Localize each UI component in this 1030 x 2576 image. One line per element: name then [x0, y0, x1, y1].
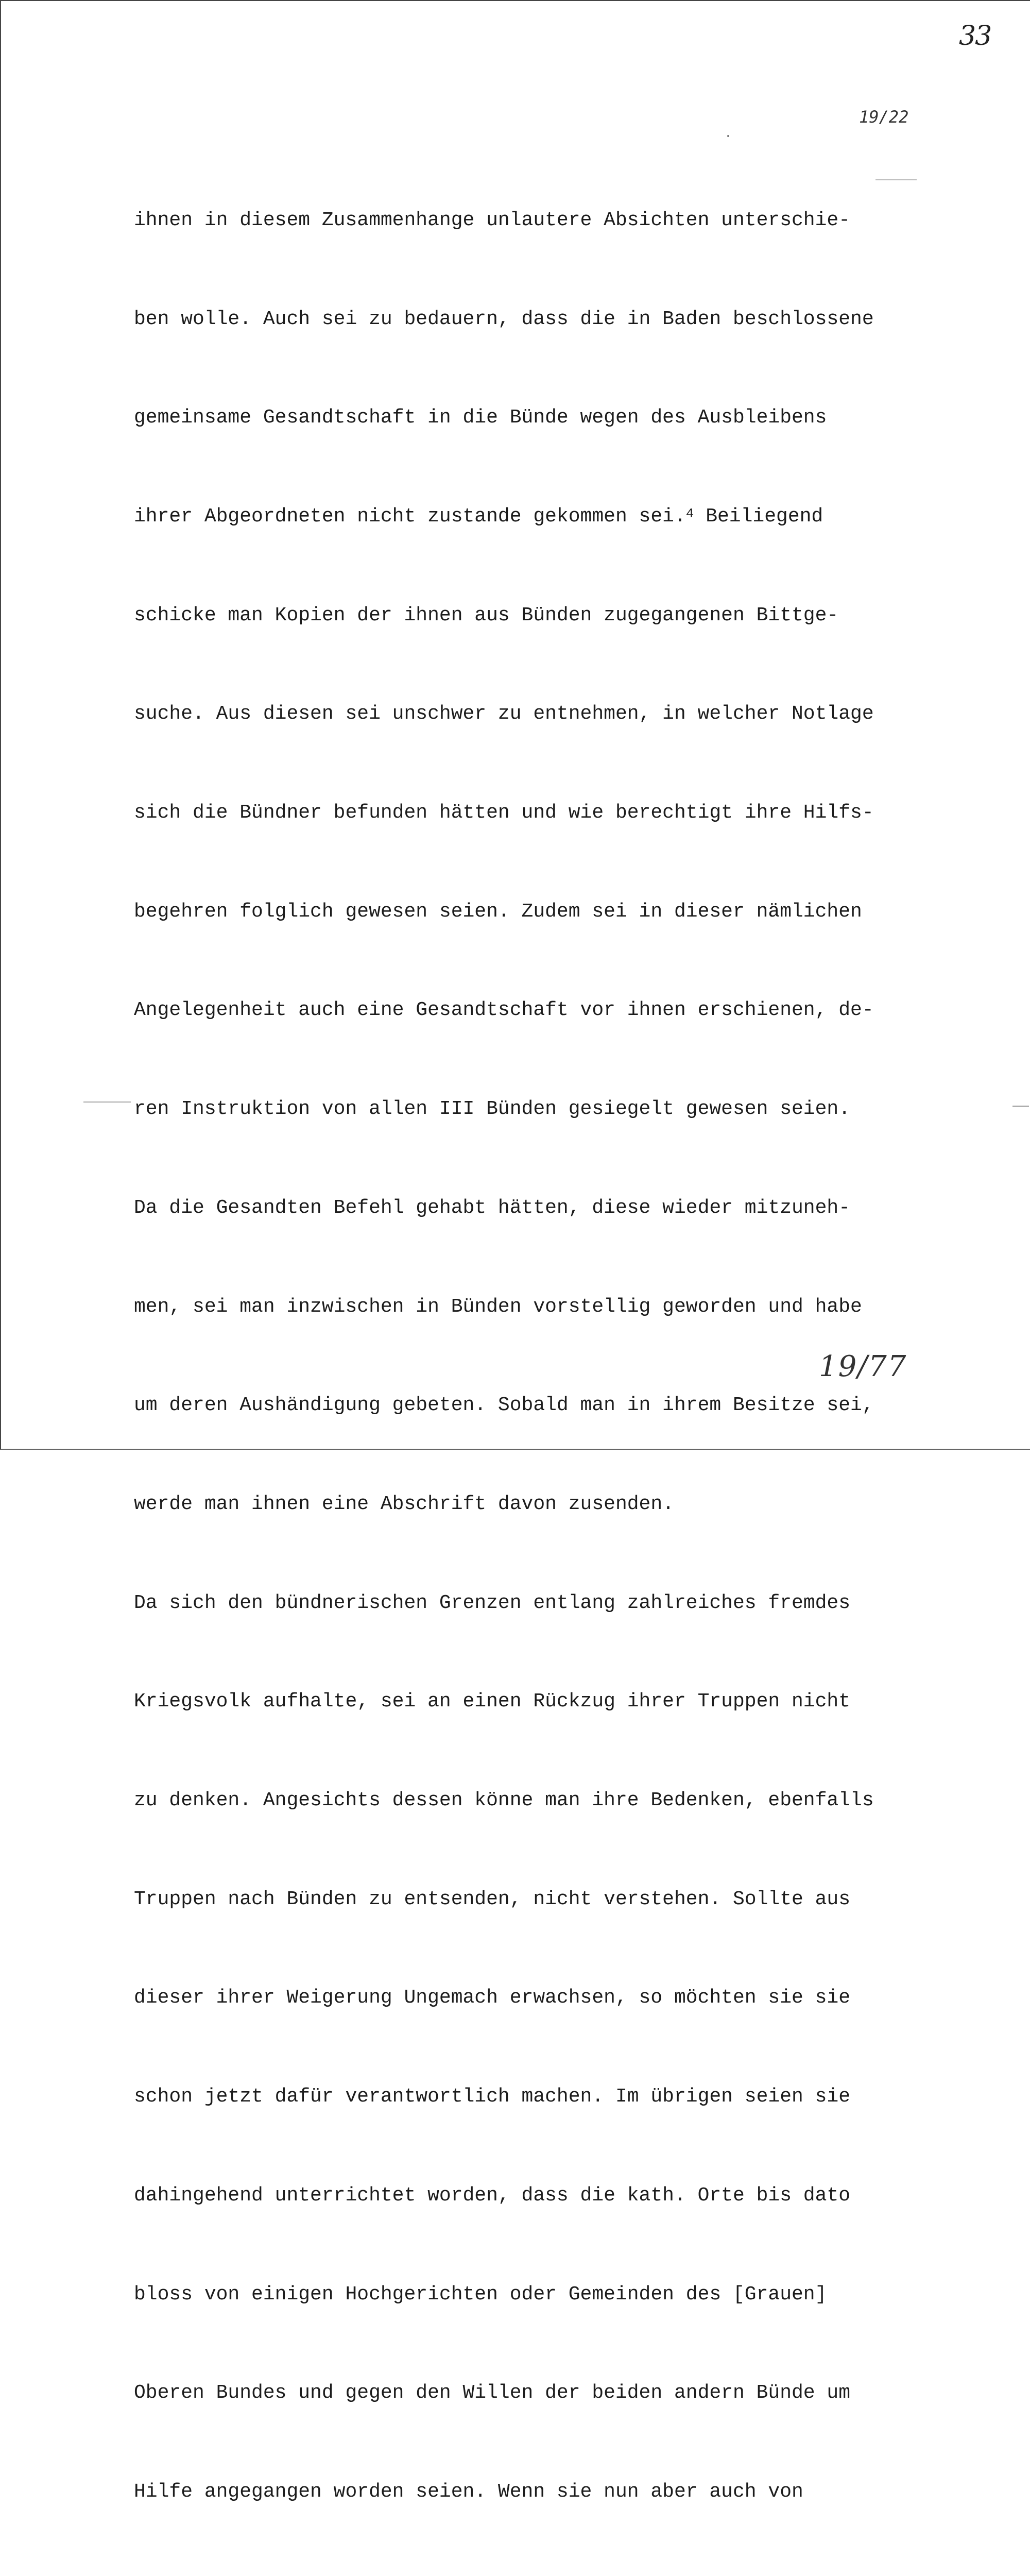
text-line: ben wolle. Auch sei zu bedauern, dass die in Baden beschlossene [134, 308, 874, 330]
text-line: ihnen in diesem Zusammenhange unlautere Absichten unterschie- [134, 209, 851, 231]
text-line: Truppen nach Bünden zu entsenden, nicht verstehen. Sollte aus [134, 1888, 851, 1910]
handwritten-archive-mark: 19/77 [819, 1350, 907, 1383]
text-line [134, 500, 874, 533]
text-line: sich die Bündner befunden hätten und wie berechtigt ihre Hilfs- [134, 802, 874, 824]
text-line: schon jetzt dafür verantwortlich machen. Im übrigen seien sie [134, 2086, 851, 2108]
text-line: werde man ihnen eine Abschrift davon zusenden. [134, 1493, 674, 1515]
text-line: um deren Aushändigung gebeten. Sobald man in ihrem Besitze sei, [134, 1394, 874, 1417]
text-line: Da sich den bündnerischen Grenzen entlang zahlreiches fremdes [134, 1591, 851, 1614]
scan-speck [727, 135, 729, 137]
footnote-reference: 4 [685, 505, 694, 521]
margin-mark-right [1012, 1106, 1029, 1107]
text-line: schicke man Kopien der ihnen aus Bünden zugegangenen Bittge- [134, 604, 839, 626]
text-line: zu denken. Angesichts dessen könne man ihre Bedenken, ebenfalls [134, 1789, 874, 1812]
text-segment: ihrer Abgeordneten nicht zustande gekommen sei. [134, 505, 686, 528]
text-line: Angelegenheit auch eine Gesandtschaft vor ihnen erschienen, de- [134, 999, 874, 1022]
text-line: begehren folglich gewesen seien. Zudem sei in dieser nämlichen [134, 900, 862, 923]
text-line [134, 2574, 874, 2576]
handwritten-folio-number: 33 [959, 21, 991, 52]
text-line: Kriegsvolk aufhalte, sei an einen Rückzug ihrer Truppen nicht [134, 1690, 851, 1713]
text-line: ren Instruktion von allen III Bünden gesiegelt gewesen seien. [134, 1098, 851, 1121]
text-segment: Beiliegend [706, 505, 823, 528]
text-line: dieser ihrer Weigerung Ungemach erwachsen, so möchten sie sie [134, 1987, 851, 2009]
text-line: Hilfe angegangen worden seien. Wenn sie nun aber auch von [134, 2480, 803, 2503]
text-line: Oberen Bundes und gegen den Willen der beiden andern Bünde um [134, 2382, 851, 2404]
text-line: men, sei man inzwischen in Bünden vorstellig geworden und habe [134, 1295, 862, 1318]
scan-mark [876, 179, 917, 180]
text-line: dahingehend unterrichtet worden, dass die kath. Orte bis dato [134, 2184, 851, 2207]
text-line: gemeinsame Gesandtschaft in die Bünde wegen des Ausbleibens [134, 406, 827, 429]
margin-mark-left [83, 1101, 131, 1103]
text-line: Da die Gesandten Befehl gehabt hätten, diese wieder mitzuneh- [134, 1196, 851, 1219]
page-number: 19/22 [859, 107, 909, 127]
text-line: bloss von einigen Hochgerichten oder Gemeinden des [Grauen] [134, 2283, 827, 2306]
document-body [134, 138, 874, 2576]
text-line: suche. Aus diesen sei unschwer zu entnehmen, in welcher Notlage [134, 703, 874, 725]
